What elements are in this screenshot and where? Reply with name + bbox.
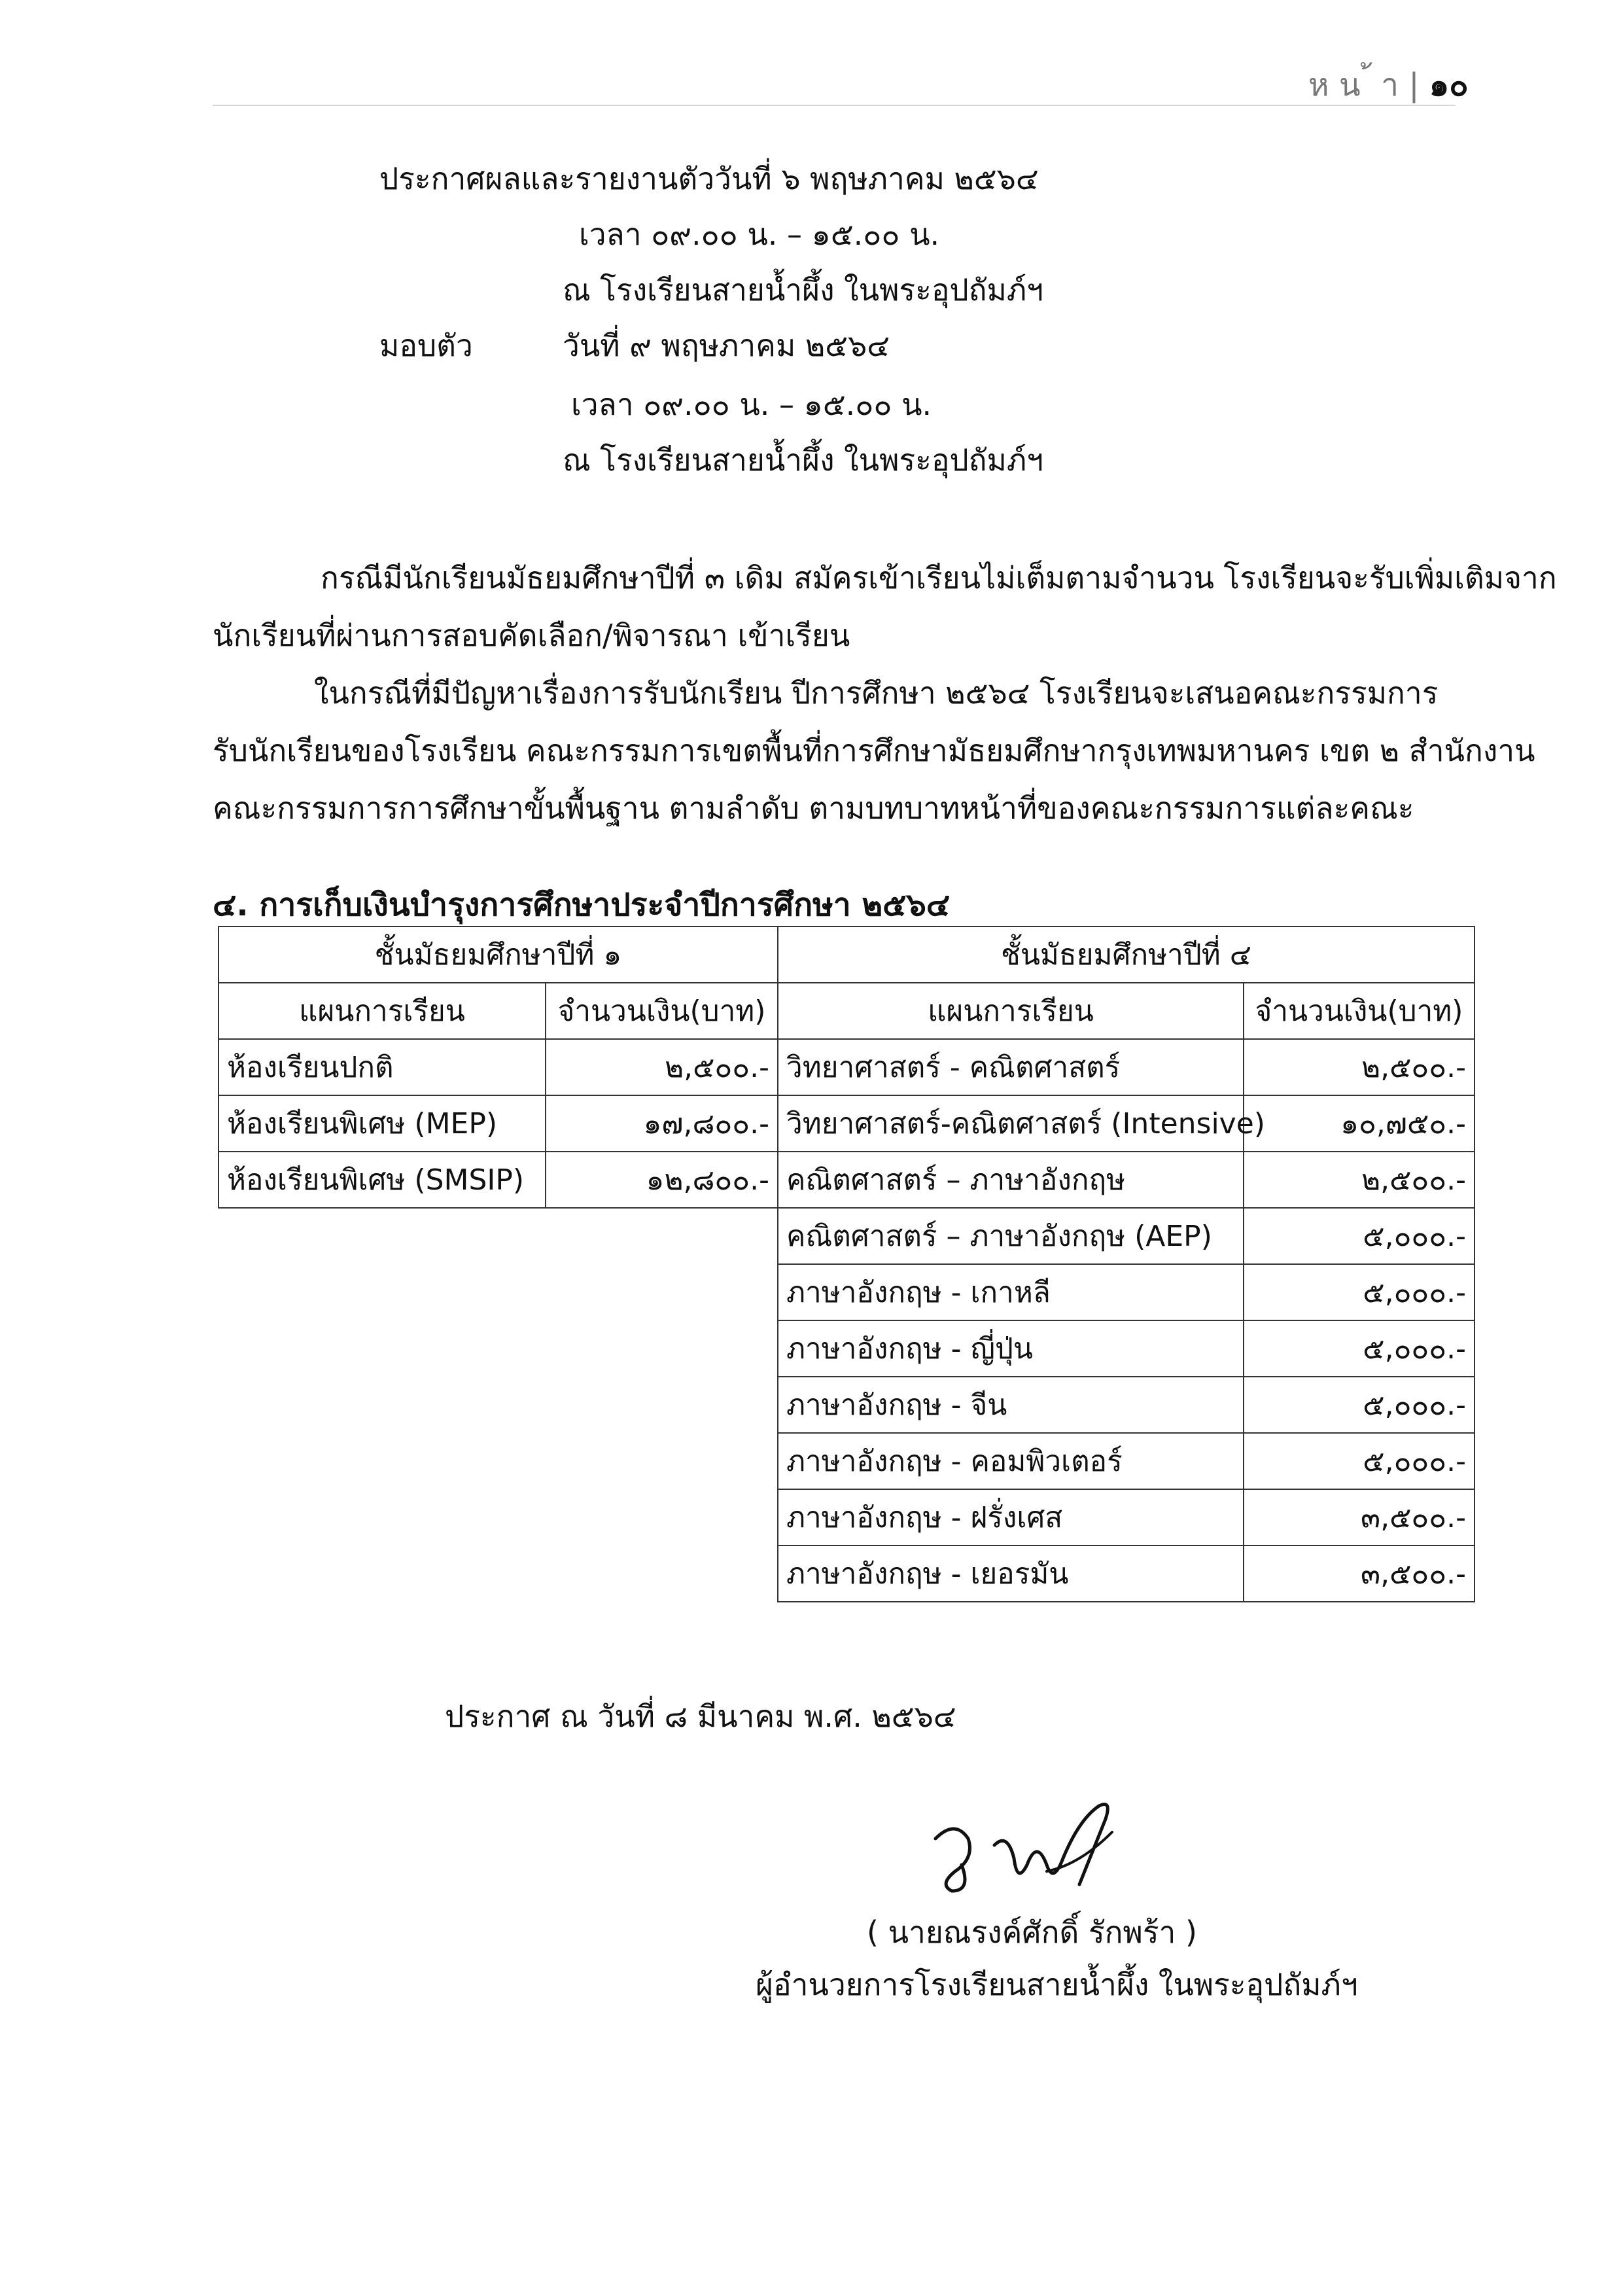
report-place: ณ โรงเรียนสายน้ำผึ้ง ในพระอุปถัมภ์ฯ xyxy=(563,442,1043,478)
paragraph-2-line-1: ในกรณีที่มีปัญหาเรื่องการรับนักเรียน ปีการศึกษา ๒๕๖๔ โรงเรียนจะเสนอคณะกรรมการ xyxy=(314,675,1439,711)
amount-cell: ๕,๐๐๐.- xyxy=(1244,1377,1475,1433)
plan-cell: ห้องเรียนพิเศษ (MEP) xyxy=(218,1095,546,1152)
signer-title: ผู้อำนวยการโรงเรียนสายน้ำผึ้ง ในพระอุปถัมภ์ฯ xyxy=(756,1967,1358,2002)
plan-cell: ห้องเรียนพิเศษ (SMSIP) xyxy=(218,1152,546,1208)
plan-cell: ภาษาอังกฤษ - เยอรมัน xyxy=(778,1545,1244,1602)
page-label: ห น ้ า xyxy=(1308,67,1399,103)
amount-cell: ๑๐,๗๕๐.- xyxy=(1244,1095,1475,1152)
table-row xyxy=(778,1433,1475,1489)
plan-cell: ภาษาอังกฤษ - ฝรั่งเศส xyxy=(778,1489,1244,1545)
plan-cell: คณิตศาสตร์ – ภาษาอังกฤษ xyxy=(778,1152,1244,1208)
table-row xyxy=(778,1039,1475,1095)
amount-cell: ๓,๕๐๐.- xyxy=(1244,1489,1475,1545)
signature-image xyxy=(916,1793,1132,1904)
report-date: วันที่ ๙ พฤษภาคม ๒๕๖๔ xyxy=(563,328,890,363)
amount-cell: ๕,๐๐๐.- xyxy=(1244,1433,1475,1489)
announce-text: ประกาศผลและรายงานตัววันที่ ๖ พฤษภาคม ๒๕๖๔ xyxy=(379,161,1039,196)
table-row xyxy=(778,1264,1475,1320)
paragraph-2-line-2: รับนักเรียนของโรงเรียน คณะกรรมการเขตพื้นที่การศึกษามัธยมศึกษากรุงเทพมหานคร เขต ๒ สำนักงาน xyxy=(213,733,1535,768)
table-row xyxy=(218,1039,778,1095)
table-row xyxy=(778,1489,1475,1545)
plan-cell: คณิตศาสตร์ – ภาษาอังกฤษ (AEP) xyxy=(778,1208,1244,1264)
signer-name: ( นายณรงค์ศักดิ์ รักพร้า ) xyxy=(867,1915,1197,1950)
table-row xyxy=(778,1545,1475,1602)
report-time: เวลา ๐๙.๐๐ น. – ๑๕.๐๐ น. xyxy=(571,387,932,422)
amount-cell: ๒,๕๐๐.- xyxy=(1244,1152,1475,1208)
plan-cell: วิทยาศาสตร์-คณิตศาสตร์ (Intensive) xyxy=(778,1095,1244,1152)
announce-place: ณ โรงเรียนสายน้ำผึ้ง ในพระอุปถัมภ์ฯ xyxy=(563,272,1043,308)
paragraph-1-line-2: นักเรียนที่ผ่านการสอบคัดเลือก/พิจารณา เข้าเรียน xyxy=(213,618,850,653)
m4-col-amount: จำนวนเงิน(บาท) xyxy=(1244,983,1475,1039)
m4-fee-table xyxy=(777,926,1475,1602)
header-divider xyxy=(213,105,1456,106)
table-row xyxy=(778,1320,1475,1377)
m1-fee-table xyxy=(218,926,778,1209)
table-row xyxy=(778,1095,1475,1152)
report-label: มอบตัว xyxy=(379,328,473,363)
amount-cell: ๒,๕๐๐.- xyxy=(1244,1039,1475,1095)
plan-cell: วิทยาศาสตร์ - คณิตศาสตร์ xyxy=(778,1039,1244,1095)
plan-cell: ห้องเรียนปกติ xyxy=(218,1039,546,1095)
table-row xyxy=(218,1095,778,1152)
amount-cell: ๒,๕๐๐.- xyxy=(546,1039,778,1095)
amount-cell: ๕,๐๐๐.- xyxy=(1244,1320,1475,1377)
m4-col-plan: แผนการเรียน xyxy=(778,983,1244,1039)
table-row xyxy=(778,1377,1475,1433)
m4-table-title: ชั้นมัธยมศึกษาปีที่ ๔ xyxy=(778,927,1475,983)
amount-cell: ๕,๐๐๐.- xyxy=(1244,1208,1475,1264)
plan-cell: ภาษาอังกฤษ - คอมพิวเตอร์ xyxy=(778,1433,1244,1489)
plan-cell: ภาษาอังกฤษ - จีน xyxy=(778,1377,1244,1433)
amount-cell: ๑๒,๘๐๐.- xyxy=(546,1152,778,1208)
announce-date: ประกาศ ณ วันที่ ๘ มีนาคม พ.ศ. ๒๕๖๔ xyxy=(445,1699,956,1734)
amount-cell: ๓,๕๐๐.- xyxy=(1244,1545,1475,1602)
m1-col-plan: แผนการเรียน xyxy=(218,983,546,1039)
amount-cell: ๑๗,๘๐๐.- xyxy=(546,1095,778,1152)
plan-cell: ภาษาอังกฤษ - เกาหลี xyxy=(778,1264,1244,1320)
table-row xyxy=(218,1152,778,1208)
plan-cell: ภาษาอังกฤษ - ญี่ปุ่น xyxy=(778,1320,1244,1377)
amount-cell: ๕,๐๐๐.- xyxy=(1244,1264,1475,1320)
page-number: ๑๐ xyxy=(1429,67,1469,103)
paragraph-2-line-3: คณะกรรมการการศึกษาขั้นพื้นฐาน ตามลำดับ ตามบทบาทหน้าที่ของคณะกรรมการแต่ละคณะ xyxy=(213,790,1414,826)
table-row xyxy=(778,1152,1475,1208)
page-header: ห น ้ า | ๑๐ xyxy=(1308,67,1469,103)
m1-table-title: ชั้นมัธยมศึกษาปีที่ ๑ xyxy=(218,927,778,983)
section-4-heading: ๔. การเก็บเงินบำรุงการศึกษาประจำปีการศึกษา ๒๕๖๔ xyxy=(213,887,951,923)
announce-time: เวลา ๐๙.๐๐ น. – ๑๕.๐๐ น. xyxy=(579,217,940,252)
m1-col-amount: จำนวนเงิน(บาท) xyxy=(546,983,778,1039)
paragraph-1-line-1: กรณีมีนักเรียนมัธยมศึกษาปีที่ ๓ เดิม สมัครเข้าเรียนไม่เต็มตามจำนวน โรงเรียนจะรับเพิ่มเติมจาก xyxy=(321,560,1557,595)
table-row xyxy=(778,1208,1475,1264)
